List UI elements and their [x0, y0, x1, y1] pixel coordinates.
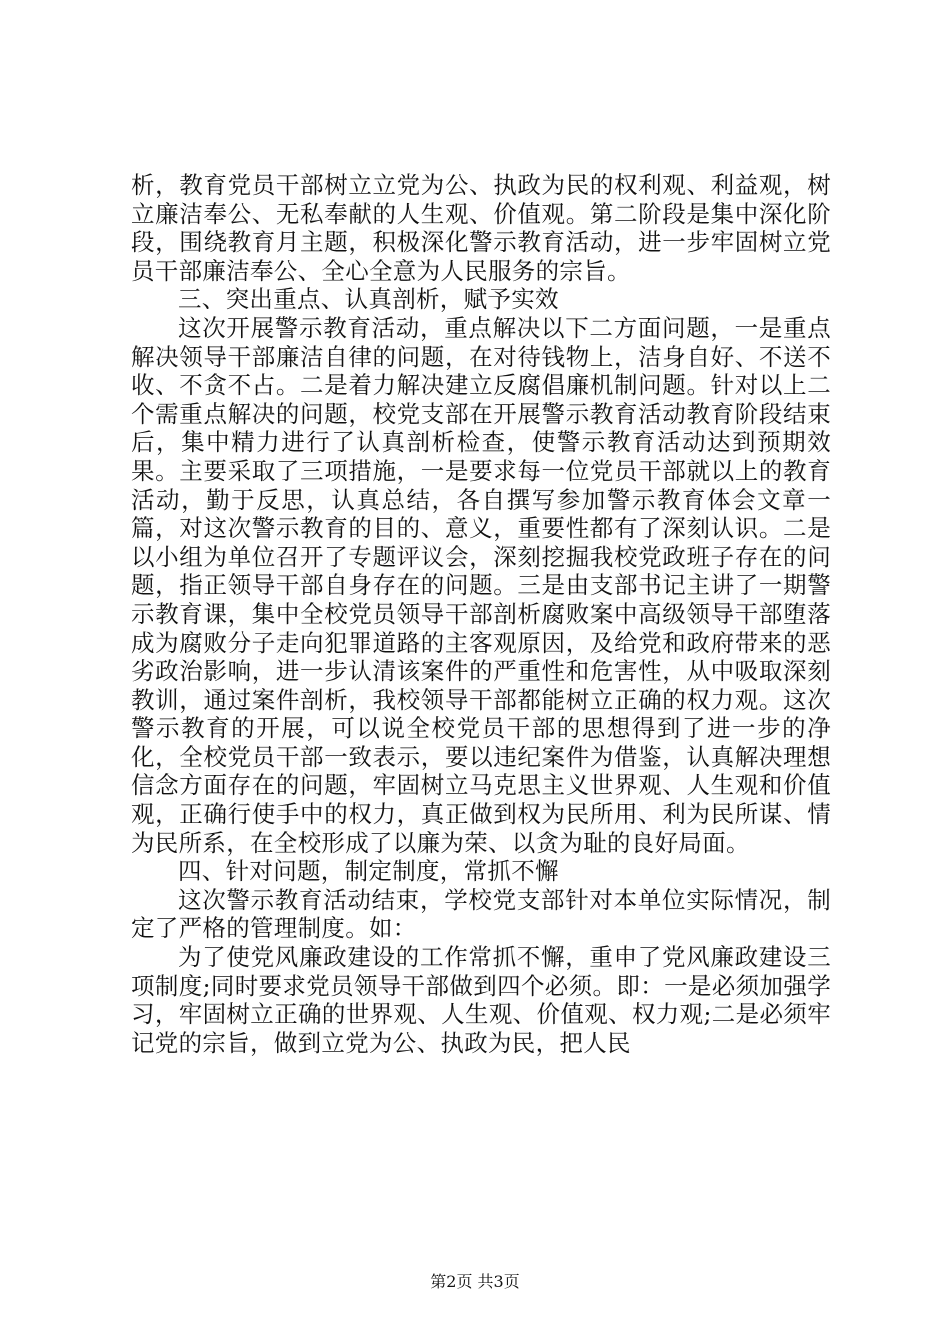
paragraph-section-three: 这次开展警示教育活动，重点解决以下二方面问题，一是重点解决领导干部廉洁自律的问题，在对待钱物上，洁身自好、不送不收、不贪不占。二是着力解决建立反腐倡廉机制问题。针对以上二个需重点解决的问题，校党支部在开展警示教育活动教育阶段结束后，集中精力进行了认真剖析检查，使警示教育活动达到预期效果。主要采取了三项措施，一是要求每一位党员干部就以上的教育活动，勤于反思，认真总结，各自撰写参加警示教育体会文章一篇，对这次警示教育的目的、意义，重要性都有了深刻认识。二是以小组为单位召开了专题评议会，深刻挖掘我校党政班子存在的问题，指正领导干部自身存在的问题。三是由支部书记主讲了一期警示教育课，集中全校党员领导干部剖析腐败案中高级领导干部堕落成为腐败分子走向犯罪道路的主客观原因，及给党和政府带来的恶劣政治影响，进一步认清该案件的严重性和危害性，从中吸取深刻教训，通过案件剖析，我校领导干部都能树立正确的权力观。这次警示教育的开展，可以说全校党员干部的思想得到了进一步的净化，全校党员干部一致表示，要以违纪案件为借鉴，认真解决理想信念方面存在的问题，牢固树立马克思主义世界观、人生观和价值观，正确行使手中的权力，真正做到权为民所用、利为民所谋、情为民所系，在全校形成了以廉为荣、以贪为耻的良好局面。	[131, 313, 831, 857]
section-heading-three: 三、突出重点、认真剖析，赋予实效	[178, 285, 559, 314]
paragraph-section-four-intro: 这次警示教育活动结束，学校党支部针对本单位实际情况，制定了严格的管理制度。如：	[131, 885, 831, 943]
section-heading-four: 四、针对问题，制定制度，常抓不懈	[178, 857, 559, 886]
body-text	[131, 171, 831, 1057]
paragraph-continuation: 析，教育党员干部树立立党为公、执政为民的权利观、利益观，树立廉洁奉公、无私奉献的人生观、价值观。第二阶段是集中深化阶段，围绕教育月主题，积极深化警示教育活动，进一步牢固树立党员干部廉洁奉公、全心全意为人民服务的宗旨。	[131, 171, 831, 285]
page-footer	[0, 1272, 950, 1292]
paragraph-section-four-detail: 为了使党风廉政建设的工作常抓不懈，重申了党风廉政建设三项制度;同时要求党员领导干部做到四个必须。即：一是必须加强学习，牢固树立正确的世界观、人生观、价值观、权力观;二是必须牢记党的宗旨，做到立党为公、执政为民，把人民	[131, 943, 831, 1057]
page-number: 第2页 共3页	[430, 1272, 520, 1291]
